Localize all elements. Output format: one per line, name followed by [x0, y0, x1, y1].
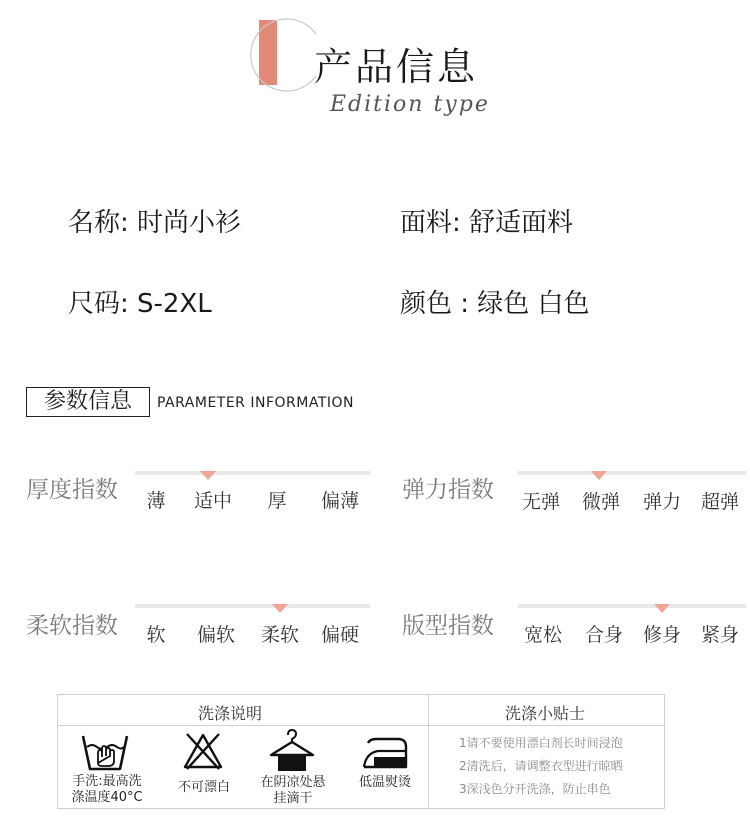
- elasticity-track: [518, 471, 746, 475]
- softness-marker: [272, 604, 288, 613]
- param-section-title: 参数信息: [26, 387, 150, 417]
- hang-dry-label: 在阴凉处悬 挂滴干: [260, 775, 326, 806]
- fit-marker: [654, 604, 670, 613]
- wash-tip: 1请不要使用漂白剂长时间浸泡: [459, 736, 623, 750]
- header-arc-decoration: [240, 14, 322, 96]
- wash-tip: 2清洗后，请调整衣型进行晾晒: [459, 759, 623, 773]
- fit-option: 合身: [584, 624, 623, 646]
- fit-label: 版型指数: [402, 613, 494, 639]
- thickness-option: 厚: [267, 490, 287, 512]
- param-section-subtitle: PARAMETER INFORMATION: [157, 395, 355, 411]
- info-name: 名称: 时尚小衫: [68, 208, 242, 238]
- softness-track: [135, 604, 370, 608]
- wash-tip: 3深浅色分开洗涤，防止串色: [459, 782, 611, 796]
- low-iron-label: 低温熨烫: [358, 775, 411, 790]
- fit-option: 修身: [642, 624, 681, 646]
- hand-wash-icon: [80, 733, 130, 773]
- softness-label: 柔软指数: [26, 613, 118, 639]
- wash-instructions-title: 洗涤说明: [198, 704, 263, 723]
- softness-option: 偏软: [196, 624, 235, 646]
- thickness-marker: [200, 471, 216, 480]
- page-subtitle: Edition type: [330, 92, 490, 117]
- no-bleach-icon: [181, 731, 225, 771]
- wash-table-divider: [57, 725, 665, 726]
- hang-dry-icon: [268, 727, 316, 773]
- fit-option: 紧身: [700, 624, 739, 646]
- softness-option: 偏硬: [320, 624, 359, 646]
- fit-track: [518, 604, 746, 608]
- elasticity-marker: [591, 471, 607, 480]
- low-iron-icon: [360, 733, 410, 771]
- thickness-option: 适中: [193, 490, 232, 512]
- elasticity-option: 无弹: [521, 491, 560, 513]
- info-fabric: 面料: 舒适面料: [400, 208, 574, 238]
- elasticity-option: 弹力: [642, 491, 681, 513]
- thickness-label: 厚度指数: [26, 477, 118, 503]
- info-color: 颜色 : 绿色 白色: [400, 289, 590, 319]
- fit-option: 宽松: [523, 624, 562, 646]
- wash-tips-title: 洗涤小贴士: [505, 704, 586, 723]
- softness-option: 软: [146, 624, 166, 646]
- hand-wash-label: 手洗:最高洗 涤温度40°C: [71, 774, 143, 805]
- page-title: 产品信息: [314, 45, 479, 89]
- info-size: 尺码: S-2XL: [68, 289, 212, 319]
- elasticity-option: 超弹: [700, 491, 739, 513]
- softness-option: 柔软: [260, 624, 299, 646]
- elasticity-option: 微弹: [581, 491, 620, 513]
- thickness-option: 薄: [146, 490, 166, 512]
- no-bleach-label: 不可漂白: [177, 780, 230, 795]
- wash-table-column-divider: [428, 694, 429, 809]
- thickness-option: 偏薄: [320, 490, 359, 512]
- thickness-track: [135, 471, 370, 475]
- elasticity-label: 弹力指数: [402, 477, 494, 503]
